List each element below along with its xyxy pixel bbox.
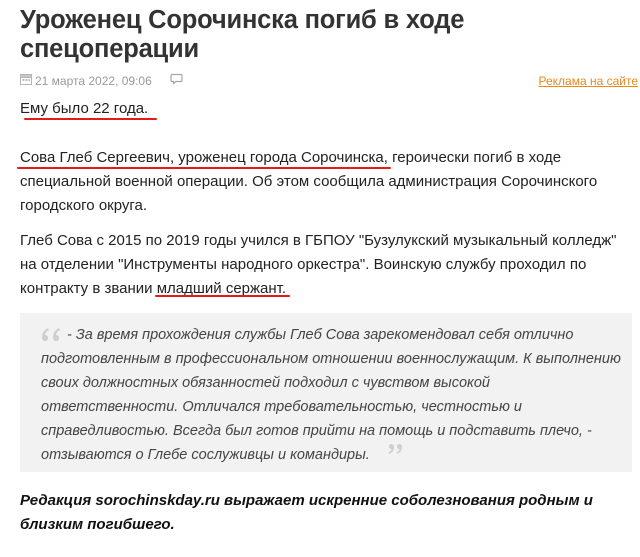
paragraph-3-end: .	[281, 280, 287, 297]
name-underline	[17, 167, 391, 169]
highlighted-name: Сова Глеб Сергеевич, уроженец города Сорочинска	[20, 149, 384, 166]
blockquote	[20, 313, 632, 472]
publish-date: 21 марта 2022, 09:06	[35, 74, 152, 88]
condolence-text: Редакция sorochinskday.ru выражает искренние соболезнования родным и близким погибшего.	[20, 492, 593, 533]
article-title-line-2: спецоперации	[20, 35, 199, 63]
quote-close-icon	[386, 443, 402, 455]
highlighted-rank: младший сержант	[156, 280, 282, 297]
article-meta	[20, 72, 638, 90]
rank-underline	[155, 295, 290, 297]
comment-icon[interactable]	[170, 73, 183, 85]
lead-underline	[24, 118, 157, 120]
lead-text: Ему было 22 года.	[20, 100, 149, 117]
quote-text: - За время прохождения службы Глеб Сова зарекомендовал себя отлично подготовленным в профессиональном отношении военнослужащим. К выполнению своих должностных обязанностей подходил с чувством высокой ответственности. Отличался требовательностью, честностью и справедливостью. Всегда был готов прийти на помощь и подставить плечо, - отзываются о Глебе сослуживцы и командиры.	[41, 327, 621, 463]
paragraph-3	[20, 229, 632, 301]
paragraph-2-text: , героически погиб в ходе специальной военной операции. Об этом сообщила администрация Сорочинского городского округа.	[20, 149, 598, 214]
paragraph-2	[20, 146, 632, 218]
article-title	[20, 6, 620, 64]
paragraph-3-text: Глеб Сова с 2015 по 2019 годы учился в ГБПОУ "Бузулукский музыкальный колледж" на отделении "Инструменты народного оркестра". Воинскую службу проходил по контракту в звании	[20, 232, 617, 297]
calendar-icon	[20, 73, 32, 85]
ad-link[interactable]: Реклама на сайте	[538, 74, 638, 88]
article-title-line-1: Уроженец Сорочинска погиб в ходе	[20, 6, 465, 34]
